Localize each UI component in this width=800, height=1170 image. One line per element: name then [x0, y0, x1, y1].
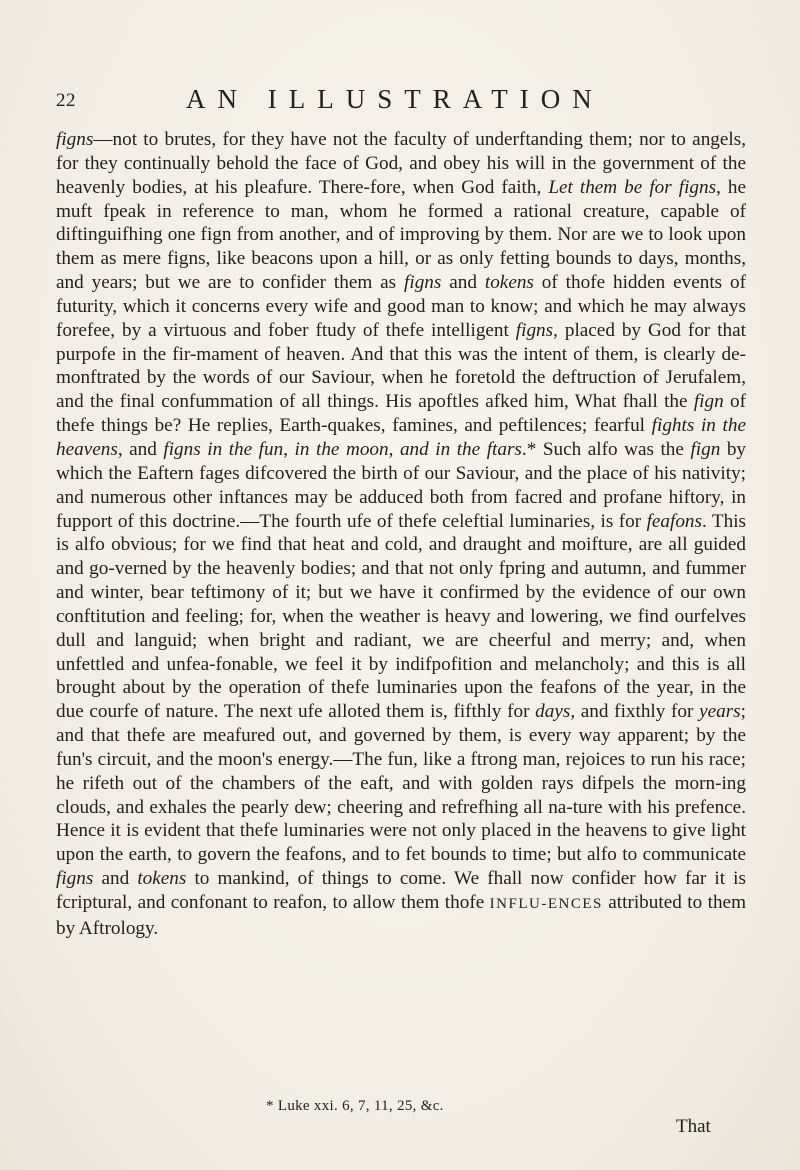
paragraph: figns—not to brutes, for they have not the faculty of underftanding them; nor to angels, for they continually behold the face of God, and obey his will in the government of the heavenly bodies, at his pleafure. There-fore, when God faith, Let them be for figns, he muft fpeak in reference to man, whom he formed a rational creature, capable of diftinguifhing one fign from another, and of improving by them. Nor are we to look upon them as mere figns, like beacons upon a hill, or as only fetting bounds to days, months, and years; but we are to confider them as figns and tokens of thofe hidden events of futurity, which it concerns every wife and good man to know; and which he may always forefee, by a virtuous and fober ftudy of thefe intelligent figns, placed by God for that purpofe in the fir-mament of heaven. And that this was the intent of them, is clearly de-monftrated by the words of our Saviour, when he foretold the deftruction of Jerufalem, and the final confummation of all things. His apoftles afked him, What fhall the fign of thefe things be? He replies, Earth-quakes, famines, and peftilences; fearful fights in the heavens, and figns in the fun, in the moon, and in the ftars.* Such alfo was the fign by which the Eaftern fages difcovered the birth of our Saviour, and the place of his nativity; and numerous other inftances may be adduced both from facred and profane hiftory, in fupport of this doctrine.—The fourth ufe of thefe celeftial luminaries, is for feafons. This is alfo obvious; for we find that heat and cold, and draught and moifture, are all guided and go-verned by the heavenly bodies; and that not only fpring and autumn, and fummer and winter, bear teftimony of it; but we have it confirmed by the evidence of our own conftitution and feeling; for, when the weather is heavy and lowering, we find ourfelves dull and languid; when bright and radiant, we are cheerful and merry; and, when unfettled and unfea-fonable, we feel it by indifpofition and melancholy; and this is all brought about by the operation of thefe luminaries upon the feafons of the year, in the due courfe of nature. The next ufe alloted them is, fifthly for days, and fixthly for years; and that thefe are meafured out, and governed by them, is every way apparent; by the fun's circuit, and the moon's energy.—The fun, like a ftrong man, rejoices to run his race; he rifeth out of the chambers of the eaft, and with golden rays difpels the morn-ing clouds, and exhales the pearly dew; cheering and refrefhing all na-ture with his prefence. Hence it is evident that thefe luminaries were not only placed in the heavens to give light upon the earth, to govern the feafons, and to fet bounds to time; but alfo to communicate figns and tokens to mankind, of things to come. We fhall now confider how far it is fcriptural, and confonant to reafon, to allow them thofe INFLU-ENCES attributed to them by Aftrology. [56, 129, 747, 939]
italic-term: fign [693, 391, 724, 413]
catchword: That [676, 1116, 711, 1137]
italic-term: figns [56, 868, 94, 890]
page-header [56, 84, 746, 118]
italic-term: figns [515, 319, 554, 341]
running-head: AN ILLUSTRATION [186, 84, 604, 114]
footnote: * Luke xxi. 6, 7, 11, 25, &c. [266, 1098, 444, 1114]
italic-quote: fights in the heavens [56, 415, 746, 460]
italic-term: feafons [646, 510, 702, 532]
body-text [56, 128, 746, 941]
italic-term: years [699, 701, 741, 723]
small-caps-term: INFLU-ENCES [489, 896, 603, 912]
italic-quote: in the moon [294, 438, 389, 460]
italic-term: figns [56, 129, 94, 150]
italic-quote: Let them be for figns [548, 176, 717, 198]
italic-term: days [535, 701, 571, 723]
italic-quote: and in the ftars [399, 438, 522, 460]
page-number: 22 [56, 90, 76, 111]
italic-term: fign [690, 438, 721, 460]
italic-term: figns [404, 272, 442, 294]
italic-term: tokens [484, 272, 534, 294]
italic-term: tokens [137, 868, 187, 890]
italic-quote: figns in the fun [163, 438, 284, 460]
